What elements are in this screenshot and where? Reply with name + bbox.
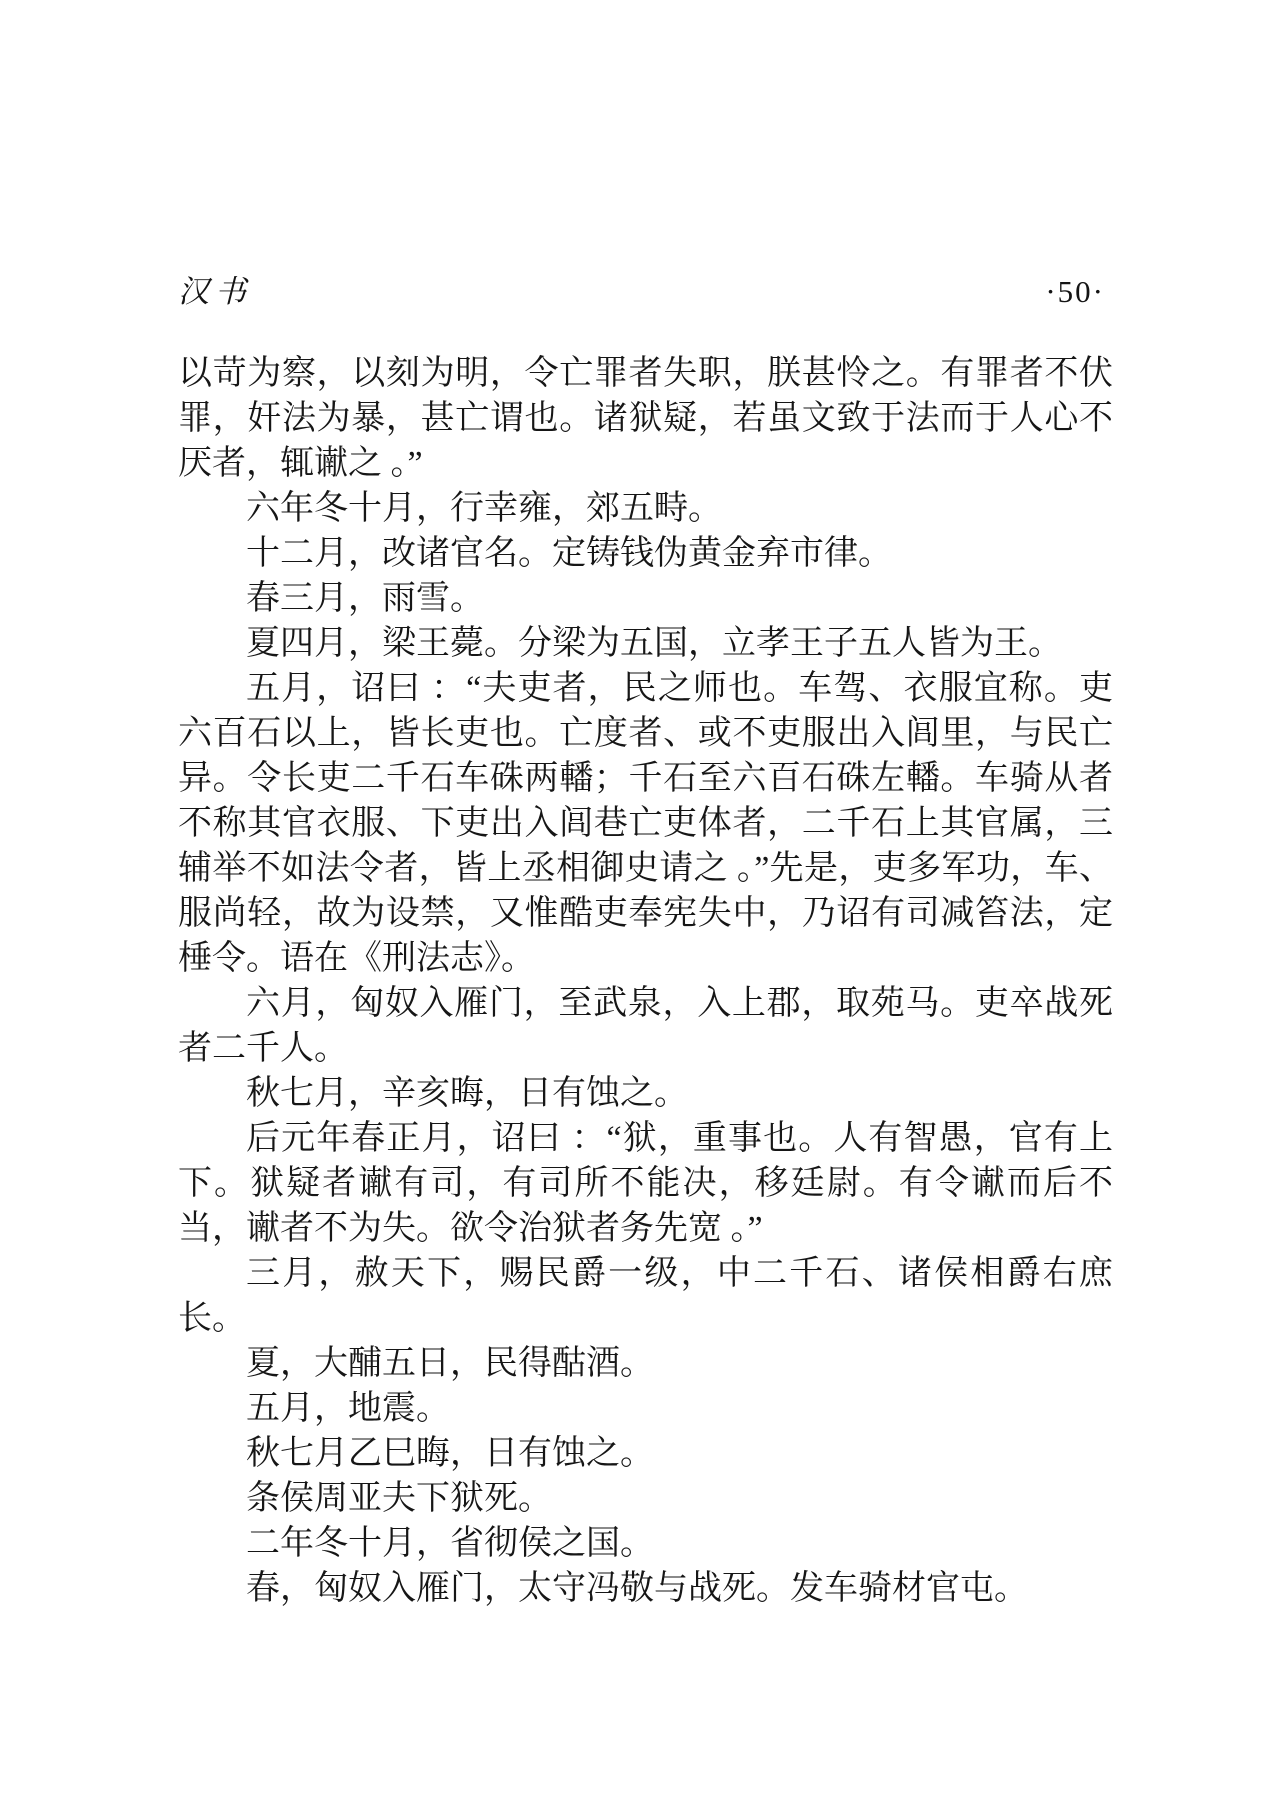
paragraph: 夏四月，梁王薨。分梁为五国，立孝王子五人皆为王。	[246, 625, 1062, 662]
paragraph: 后元年春正月，诏曰 ：“狱，重事也。人有智愚，官有上下。狱疑者谳有司，有司所不能决，移廷尉。有令谳而后不当，谳者不为失。欲令治狱者务先宽 。”	[178, 1120, 1113, 1247]
paragraph: 二年冬十月，省彻侯之国。	[246, 1525, 654, 1562]
paragraph: 夏，大酺五日，民得酤酒。	[246, 1345, 654, 1382]
paragraph: 六月，匈奴入雁门，至武泉，入上郡，取苑马。吏卒战死者二千人。	[178, 985, 1113, 1067]
paragraph: 五月，地震。	[246, 1390, 450, 1427]
paragraph: 春三月，雨雪。	[246, 580, 484, 617]
paragraph: 五月，诏曰 ：“夫吏者，民之师也。车驾、衣服宜称。吏六百石以上，皆长吏也。亡度者、或不吏服出入闾里，与民亡异。令长吏二千石车硃两轓；千石至六百石硃左轓。车骑从者不称其官衣服、下吏出入闾巷亡吏体者，二千石上其官属，三辅举不如法令者，皆上丞相御史请之 。”先是，吏多军功，车、服尚轻，故为设禁，又惟酷吏奉宪失中，乃诏有司减笞法，定棰令。语在《刑法志》。	[178, 670, 1113, 977]
paragraph: 秋七月乙巳晦，日有蚀之。	[246, 1435, 654, 1472]
paragraph: 三月，赦天下，赐民爵一级，中二千石、诸侯相爵右庶长。	[178, 1255, 1113, 1337]
book-title: 汉书	[178, 274, 252, 309]
paragraph: 以苛为察，以刻为明，令亡罪者失职，朕甚怜之。有罪者不伏罪，奸法为暴，甚亡谓也。诸狱疑，若虽文致于法而于人心不厌者，辄谳之 。”	[178, 355, 1113, 482]
page-body	[178, 351, 1113, 1611]
paragraph: 六年冬十月，行幸雍，郊五畤。	[246, 490, 722, 527]
paragraph: 秋七月，辛亥晦，日有蚀之。	[246, 1075, 688, 1112]
paragraph: 春，匈奴入雁门，太守冯敬与战死。发车骑材官屯。	[246, 1570, 1028, 1607]
page-number: ·50·	[1045, 274, 1105, 309]
paragraph: 十二月，改诸官名。定铸钱伪黄金弃市律。	[246, 535, 892, 572]
paragraph: 条侯周亚夫下狱死。	[246, 1480, 552, 1517]
page-header	[178, 266, 1105, 311]
